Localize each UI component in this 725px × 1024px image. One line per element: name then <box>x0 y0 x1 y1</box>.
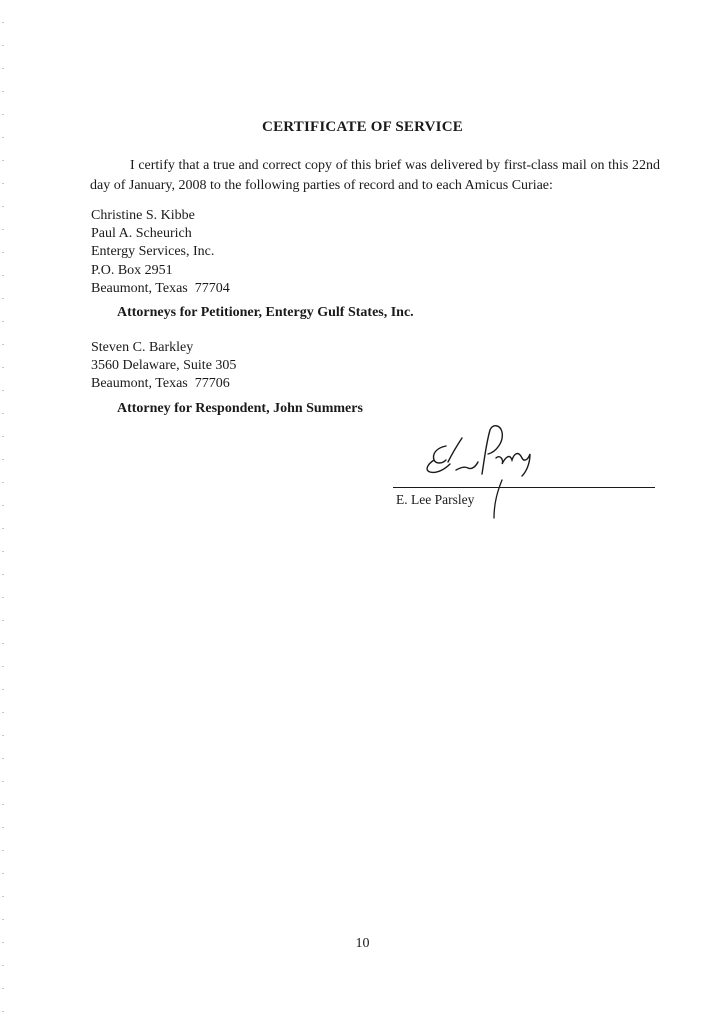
page-number: 10 <box>355 936 370 951</box>
address-line: Steven C. Barkley <box>91 340 194 355</box>
party-role-1: Attorneys for Petitioner, Entergy Gulf States, Inc. <box>117 305 414 320</box>
certification-paragraph: I certify that a true and correct copy of this brief was delivered by first-class mail on this 22nd day of January, 2008 to the following parties of record and to each Amicus Curiae: <box>90 158 660 193</box>
handwritten-signature <box>418 424 548 524</box>
signatory-name: E. Lee Parsley <box>396 492 475 507</box>
signature-line <box>393 487 655 488</box>
address-line: Beaumont, Texas 77704 <box>91 280 230 296</box>
address-line: 3560 Delaware, Suite 305 <box>91 358 237 374</box>
address-line: P.O. Box 2951 <box>91 262 173 278</box>
address-line: Paul A. Scheurich <box>91 226 192 242</box>
party-role-2: Attorney for Respondent, John Summers <box>117 401 363 416</box>
address-line: Christine S. Kibbe <box>91 208 195 223</box>
party-address-block-2 <box>91 339 236 394</box>
address-line: Entergy Services, Inc. <box>91 244 215 260</box>
document-title: CERTIFICATE OF SERVICE <box>262 119 463 135</box>
address-line: Beaumont, Texas 77706 <box>91 376 230 392</box>
scan-edge-marks <box>2 0 4 1024</box>
party-address-block-1 <box>91 207 230 298</box>
